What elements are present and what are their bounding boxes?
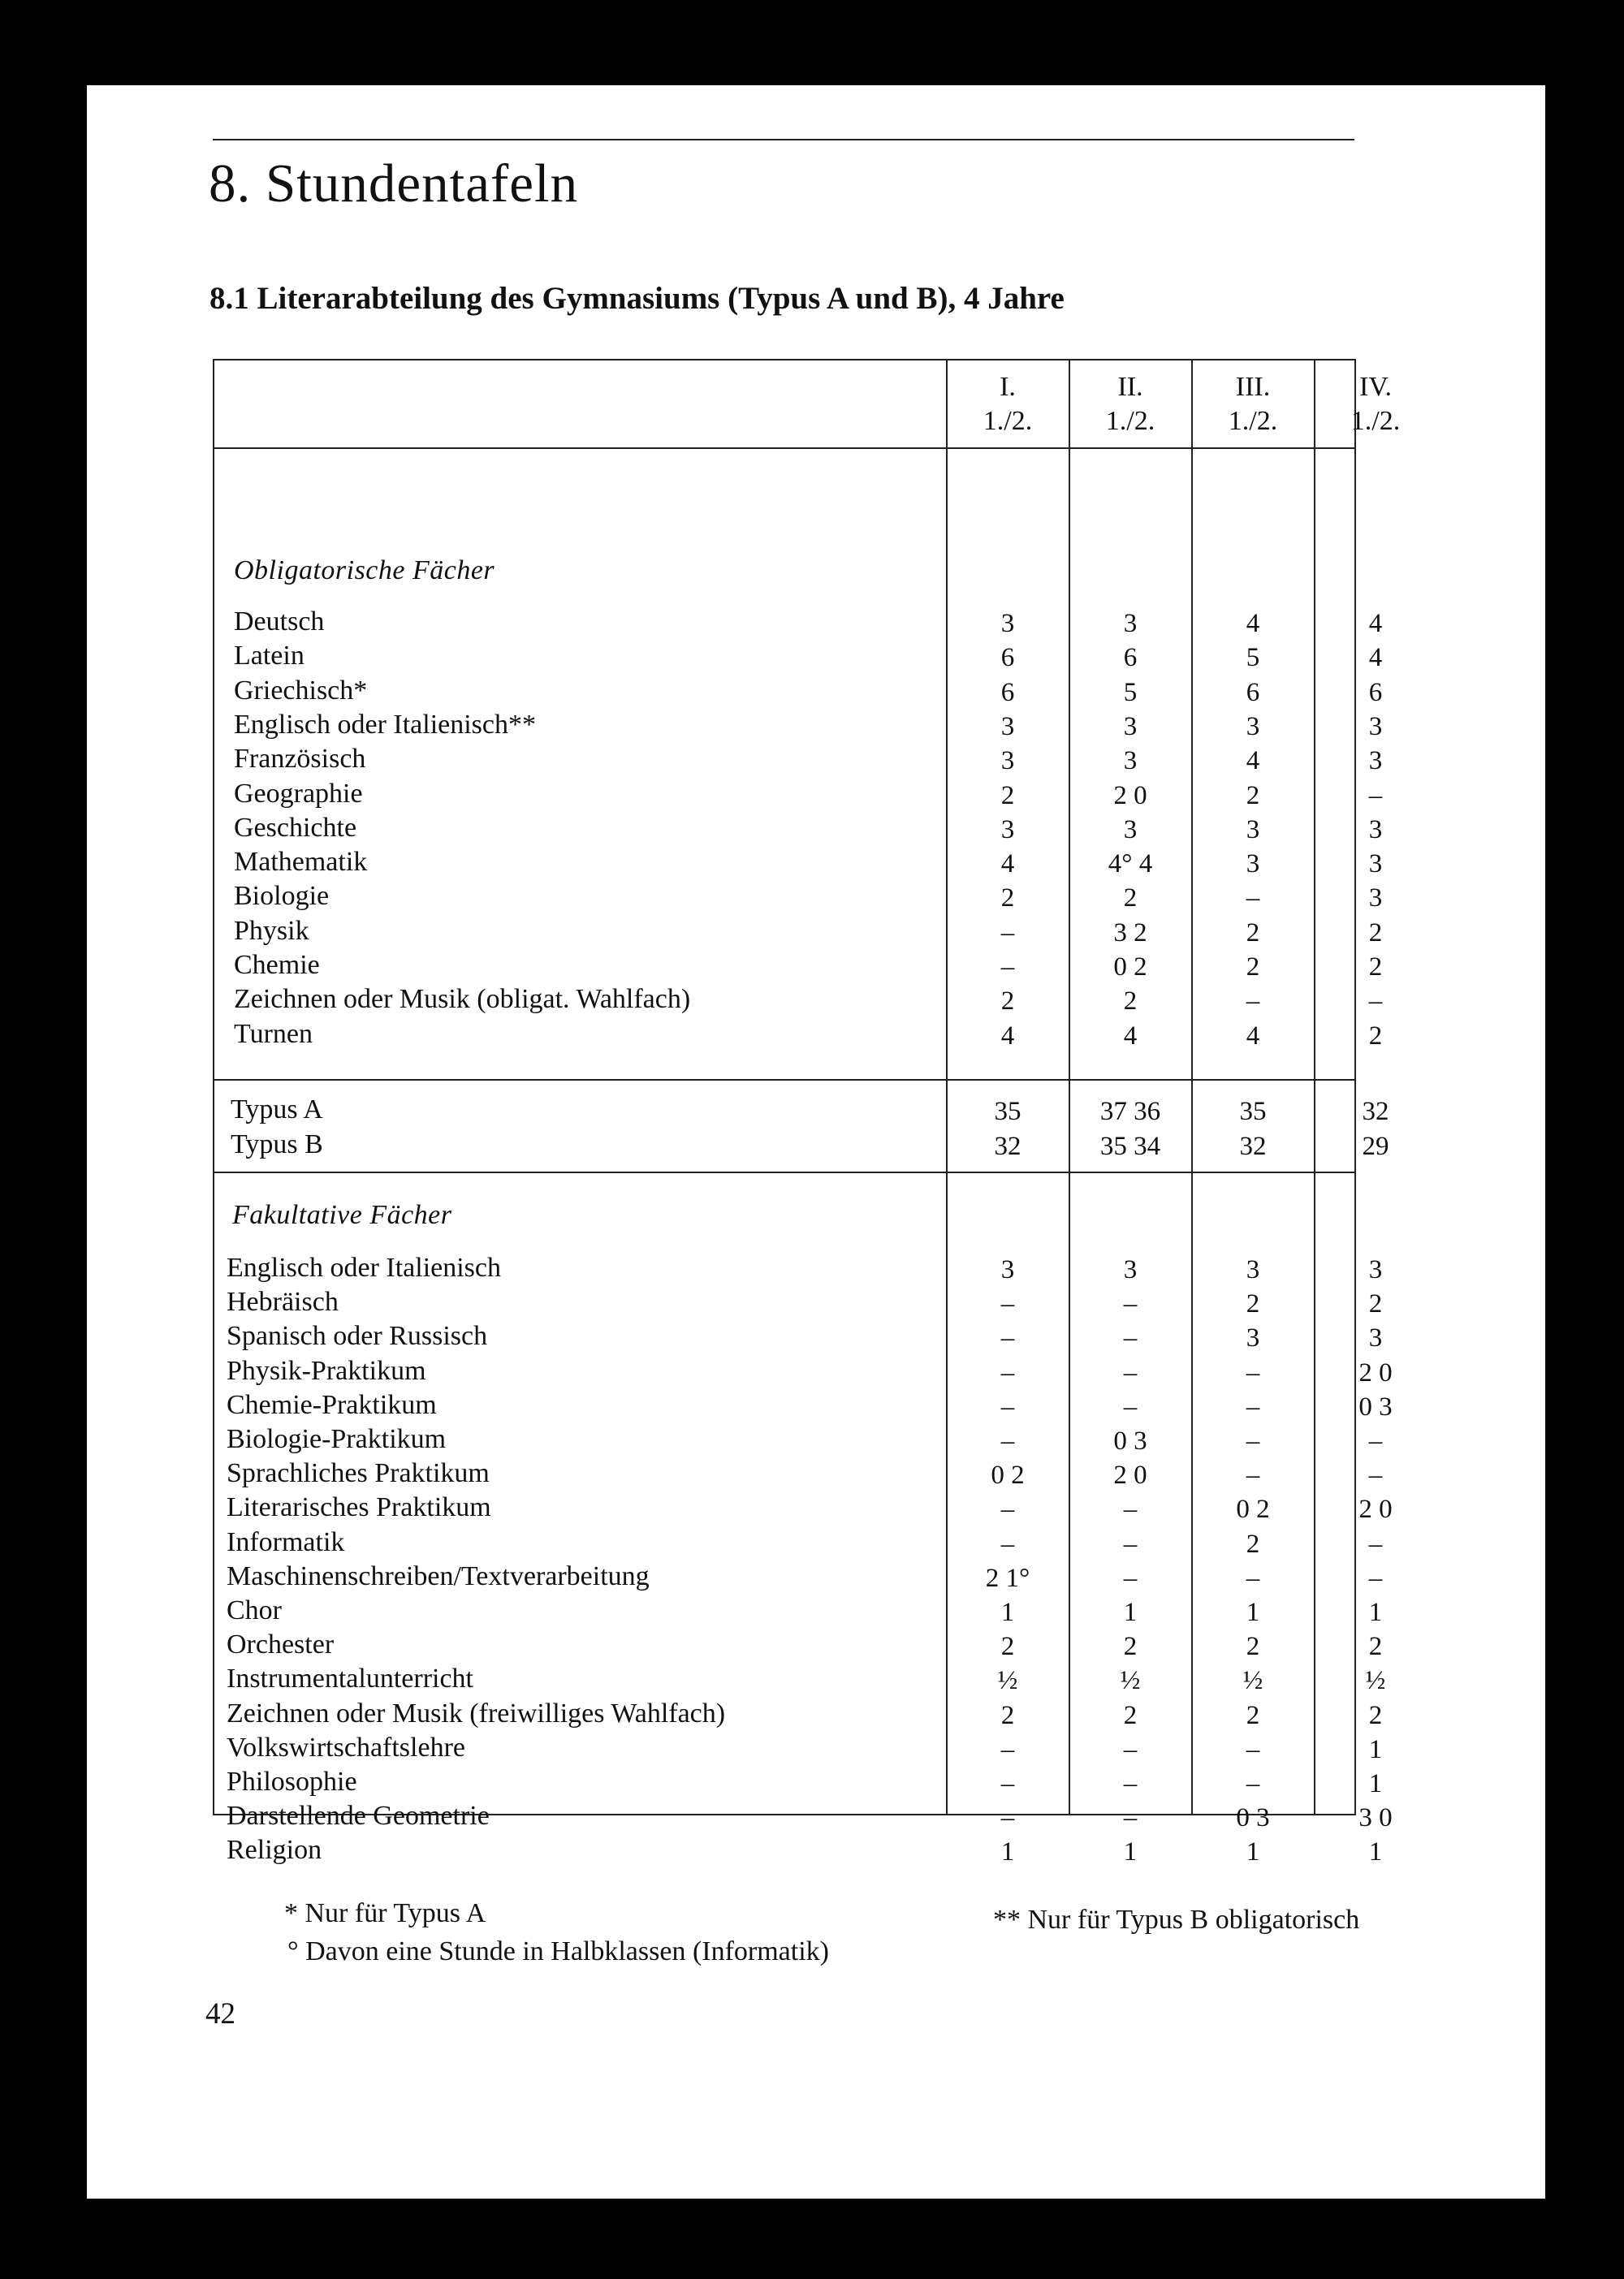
timetable xyxy=(213,359,1401,1867)
hours-cell: 3 xyxy=(1000,711,1015,741)
hours-cell: 4 xyxy=(1246,746,1260,776)
table-row xyxy=(214,1457,1383,1491)
hours-cell: 1 xyxy=(1368,1734,1383,1764)
hours-cell: – xyxy=(1000,1769,1015,1798)
subject-name: Chemie xyxy=(234,950,320,980)
hours-cell: 2 xyxy=(1368,1700,1383,1730)
column-header xyxy=(1193,370,1313,438)
subject-name: Spanisch oder Russisch xyxy=(227,1321,488,1352)
hours-cell: 2 xyxy=(1246,917,1260,947)
hours-cell: 1 xyxy=(1368,1769,1383,1798)
hours-cell: – xyxy=(1000,1803,1015,1833)
table-row xyxy=(214,1017,1383,1051)
hours-cell: 3 xyxy=(1123,711,1138,741)
obligatory-divider xyxy=(214,1079,1354,1081)
hours-cell: – xyxy=(1246,1392,1260,1422)
hours-cell: 2 xyxy=(1368,917,1383,947)
table-row xyxy=(214,1594,1383,1628)
obligatory-label: Obligatorische Fächer xyxy=(234,555,495,585)
footnote-halbklassen: ° Davon eine Stunde in Halbklassen (Informatik) xyxy=(287,1936,829,1966)
hours-cell: 1 xyxy=(1000,1598,1015,1627)
column-year: I. xyxy=(1000,372,1016,402)
table-row xyxy=(214,845,1383,879)
hours-cell: 32 xyxy=(994,1132,1021,1161)
hours-cell: 3 xyxy=(1246,1255,1260,1284)
hours-cell: 37 36 xyxy=(1099,1097,1161,1126)
hours-cell: 2 xyxy=(1123,883,1138,913)
totals-divider xyxy=(214,1172,1354,1173)
subject-name: Chor xyxy=(227,1595,282,1625)
column-header xyxy=(948,370,1068,438)
hours-cell: 4 xyxy=(1368,643,1383,673)
table-row xyxy=(214,1526,1383,1560)
hours-cell: ½ xyxy=(1120,1666,1141,1696)
subject-name: Physik-Praktikum xyxy=(227,1355,426,1386)
hours-cell: – xyxy=(1246,1357,1260,1388)
hours-cell: 0 2 xyxy=(1113,952,1147,982)
hours-cell: 2 xyxy=(1368,952,1383,982)
hours-cell: – xyxy=(1368,1461,1383,1491)
subject-name: Turnen xyxy=(234,1018,313,1049)
hours-cell: – xyxy=(1246,1461,1260,1491)
hours-cell: 6 xyxy=(1246,677,1260,707)
hours-cell: 3 xyxy=(1368,849,1383,879)
hours-cell: 0 3 xyxy=(1358,1392,1393,1422)
hours-cell: 29 xyxy=(1362,1132,1389,1161)
hours-cell: – xyxy=(1123,1323,1138,1353)
hours-cell: 3 xyxy=(1368,1255,1383,1284)
table-row xyxy=(214,639,1383,673)
subject-name: Sprachliches Praktikum xyxy=(227,1458,490,1489)
subject-name: Englisch oder Italienisch xyxy=(227,1253,502,1283)
hours-cell: – xyxy=(1246,986,1260,1016)
subject-name: Chemie-Praktikum xyxy=(227,1389,437,1420)
hours-cell: 2 0 xyxy=(1358,1495,1393,1525)
table-row xyxy=(214,914,1383,948)
hours-cell: 1 xyxy=(1123,1837,1138,1867)
hours-cell: 3 2 xyxy=(1113,917,1147,947)
hours-cell: 3 xyxy=(1123,814,1138,844)
hours-cell: 2 xyxy=(1000,1632,1015,1662)
table-row xyxy=(214,1833,1383,1867)
hours-cell: 2 xyxy=(1246,1700,1260,1730)
header-divider xyxy=(214,447,1354,449)
hours-cell: – xyxy=(1123,1495,1138,1525)
table-row xyxy=(214,879,1383,913)
table-row xyxy=(214,1093,1389,1127)
hours-cell: 2 xyxy=(1000,883,1015,913)
hours-cell: 3 xyxy=(1368,883,1383,913)
table-row xyxy=(214,1251,1383,1285)
hours-cell: 6 xyxy=(1000,643,1015,673)
column-year: III. xyxy=(1235,372,1271,402)
page-number: 42 xyxy=(205,1997,235,2031)
table-row xyxy=(214,1422,1383,1457)
hours-cell: 4 xyxy=(1368,609,1383,638)
hours-cell: – xyxy=(1000,1357,1015,1388)
subject-name: Latein xyxy=(234,641,304,671)
hours-cell: 2 0 xyxy=(1113,1461,1147,1491)
hours-cell: – xyxy=(1123,1392,1138,1422)
hours-cell: – xyxy=(1000,1392,1015,1422)
hours-cell: 3 xyxy=(1246,814,1260,844)
hours-cell: 2 xyxy=(1246,1529,1260,1559)
hours-cell: 32 xyxy=(1239,1132,1267,1161)
hours-cell: 1 xyxy=(1123,1598,1138,1627)
hours-cell: – xyxy=(1123,1529,1138,1559)
hours-cell: 3 xyxy=(1368,1323,1383,1353)
subject-name: Zeichnen oder Musik (freiwilliges Wahlfach) xyxy=(227,1698,726,1729)
subject-name: Philosophie xyxy=(227,1767,357,1797)
table-row xyxy=(214,1662,1386,1696)
hours-cell: – xyxy=(1000,952,1015,982)
hours-cell: 5 xyxy=(1246,643,1260,673)
table-row xyxy=(214,982,1383,1016)
subject-name: Geographie xyxy=(234,778,363,809)
hours-cell: 0 3 xyxy=(1113,1427,1147,1456)
hours-cell: 3 xyxy=(1246,1323,1260,1353)
hours-cell: 2 xyxy=(1000,986,1015,1016)
hours-cell: 2 xyxy=(1246,780,1260,810)
subject-name: Zeichnen oder Musik (obligat. Wahlfach) xyxy=(234,984,691,1015)
hours-cell: 35 xyxy=(994,1097,1021,1126)
table-row xyxy=(214,674,1383,708)
hours-cell: 2 xyxy=(1000,780,1015,810)
optional-label: Fakultative Fächer xyxy=(232,1200,452,1230)
hours-cell: 1 xyxy=(1246,1837,1260,1867)
hours-cell: 3 xyxy=(1368,746,1383,776)
hours-cell: 4 xyxy=(1000,1021,1015,1051)
subject-name: Instrumentalunterricht xyxy=(227,1664,474,1694)
hours-cell: – xyxy=(1000,917,1015,947)
hours-cell: – xyxy=(1000,1427,1015,1456)
subject-name: Biologie xyxy=(234,881,330,912)
hours-cell: 6 xyxy=(1000,677,1015,707)
hours-cell: – xyxy=(1246,1769,1260,1798)
column-semester: 1./2. xyxy=(1228,406,1278,436)
hours-cell: 3 xyxy=(1368,814,1383,844)
subject-name: Informatik xyxy=(227,1526,345,1557)
hours-cell: 2 xyxy=(1123,1632,1138,1662)
column-header xyxy=(1070,370,1190,438)
hours-cell: 3 xyxy=(1246,711,1260,741)
hours-cell: 6 xyxy=(1368,677,1383,707)
hours-cell: 4 xyxy=(1123,1021,1138,1051)
hours-cell: – xyxy=(1368,1563,1383,1593)
hours-cell: 0 3 xyxy=(1236,1803,1270,1833)
hours-cell: 3 xyxy=(1123,1255,1138,1284)
subject-name: Typus B xyxy=(231,1129,323,1159)
hours-cell: – xyxy=(1123,1357,1138,1388)
hours-cell: 4 xyxy=(1246,1021,1260,1051)
table-row xyxy=(214,1319,1383,1353)
footnote-typus-b: ** Nur für Typus B obligatorisch xyxy=(993,1905,1360,1935)
hours-cell: – xyxy=(1123,1803,1138,1833)
hours-cell: 35 34 xyxy=(1099,1132,1161,1161)
hours-cell: 0 2 xyxy=(991,1461,1025,1491)
hours-cell: – xyxy=(1246,883,1260,913)
hours-cell: 3 xyxy=(1368,711,1383,741)
hours-cell: – xyxy=(1123,1289,1138,1319)
hours-cell: 1 xyxy=(1000,1837,1015,1867)
hours-cell: – xyxy=(1000,1323,1015,1353)
hours-cell: – xyxy=(1246,1734,1260,1764)
hours-cell: 3 0 xyxy=(1358,1803,1393,1833)
table-row xyxy=(214,1628,1383,1662)
hours-cell: 2 xyxy=(1246,952,1260,982)
table-row xyxy=(214,605,1383,639)
hours-cell: – xyxy=(1000,1495,1015,1525)
hours-cell: 3 xyxy=(1246,849,1260,879)
subject-name: Volkswirtschaftslehre xyxy=(227,1732,465,1763)
hours-cell: 1 xyxy=(1368,1837,1383,1867)
hours-cell: 2 xyxy=(1123,986,1138,1016)
subject-name: Geschichte xyxy=(234,812,357,843)
hours-cell: 3 xyxy=(1000,1255,1015,1284)
column-semester: 1./2. xyxy=(1350,406,1401,436)
hours-cell: 3 xyxy=(1123,746,1138,776)
subject-name: Mathematik xyxy=(234,847,368,878)
hours-cell: 2 0 xyxy=(1113,780,1147,810)
table-row xyxy=(214,777,1383,811)
hours-cell: – xyxy=(1368,1529,1383,1559)
subject-name: Biologie-Praktikum xyxy=(227,1424,447,1454)
subject-name: Französisch xyxy=(234,744,366,775)
hours-cell: – xyxy=(1000,1734,1015,1764)
subject-name: Maschinenschreiben/Textverarbeitung xyxy=(227,1560,650,1591)
top-rule xyxy=(213,139,1354,140)
hours-cell: ½ xyxy=(997,1666,1018,1696)
hours-cell: 4° 4 xyxy=(1108,849,1153,879)
hours-cell: – xyxy=(1368,780,1383,810)
table-row xyxy=(214,708,1383,742)
hours-cell: 6 xyxy=(1123,643,1138,673)
subject-name: Orchester xyxy=(227,1629,335,1660)
hours-cell: 2 xyxy=(1246,1632,1260,1662)
subject-name: Typus A xyxy=(231,1094,323,1124)
hours-cell: 4 xyxy=(1000,849,1015,879)
hours-cell: ½ xyxy=(1365,1666,1386,1696)
hours-cell: – xyxy=(1123,1734,1138,1764)
hours-cell: – xyxy=(1368,1427,1383,1456)
table-row xyxy=(214,1128,1389,1162)
hours-cell: 2 xyxy=(1123,1700,1138,1730)
hours-cell: 35 xyxy=(1239,1097,1267,1126)
hours-cell: 1 xyxy=(1368,1598,1383,1627)
hours-cell: 5 xyxy=(1123,677,1138,707)
subject-name: Hebräisch xyxy=(227,1287,339,1318)
hours-cell: – xyxy=(1246,1427,1260,1456)
hours-cell: 3 xyxy=(1000,746,1015,776)
hours-cell: – xyxy=(1000,1289,1015,1319)
table-row xyxy=(214,1697,1383,1731)
hours-cell: 2 xyxy=(1000,1700,1015,1730)
table-row xyxy=(214,1285,1383,1319)
hours-cell: 1 xyxy=(1246,1598,1260,1627)
table-row xyxy=(214,1731,1383,1765)
subject-name: Physik xyxy=(234,915,309,946)
hours-cell: 3 xyxy=(1000,609,1015,638)
hours-cell: – xyxy=(1368,986,1383,1016)
hours-cell: 0 2 xyxy=(1236,1495,1270,1525)
table-row xyxy=(214,811,1383,845)
column-year: II. xyxy=(1117,372,1143,402)
subject-name: Griechisch* xyxy=(234,675,368,706)
table-row xyxy=(214,742,1383,776)
table-row xyxy=(214,1765,1383,1799)
hours-cell: 2 1° xyxy=(985,1563,1030,1593)
table-row xyxy=(214,1799,1393,1833)
hours-cell: – xyxy=(1246,1563,1260,1593)
subject-name: Deutsch xyxy=(234,606,325,637)
footnote-typus-a: * Nur für Typus A xyxy=(284,1898,486,1928)
subject-name: Darstellende Geometrie xyxy=(227,1801,490,1832)
hours-cell: – xyxy=(1123,1563,1138,1593)
hours-cell: – xyxy=(1000,1529,1015,1559)
column-header xyxy=(1315,370,1436,438)
hours-cell: 4 xyxy=(1246,609,1260,638)
hours-cell: 2 xyxy=(1368,1021,1383,1051)
hours-cell: – xyxy=(1123,1769,1138,1798)
table-row xyxy=(214,948,1383,982)
subject-name: Literarisches Praktikum xyxy=(227,1492,491,1523)
column-year: IV. xyxy=(1359,372,1392,402)
hours-cell: 2 xyxy=(1368,1632,1383,1662)
column-semester: 1./2. xyxy=(1105,406,1155,436)
chapter-title: 8. Stundentafeln xyxy=(209,153,579,214)
table-row xyxy=(214,1560,1383,1594)
hours-cell: 3 xyxy=(1123,609,1138,638)
table-row xyxy=(214,1354,1393,1388)
section-title: 8.1 Literarabteilung des Gymnasiums (Typus A und B), 4 Jahre xyxy=(209,281,1065,316)
hours-cell: 2 xyxy=(1246,1289,1260,1319)
table-row xyxy=(214,1491,1393,1525)
hours-cell: 2 xyxy=(1368,1289,1383,1319)
table-row xyxy=(214,1388,1393,1422)
hours-cell: 32 xyxy=(1362,1097,1389,1126)
subject-name: Englisch oder Italienisch** xyxy=(234,709,537,740)
hours-cell: 2 0 xyxy=(1358,1357,1393,1388)
column-semester: 1./2. xyxy=(983,406,1033,436)
subject-name: Religion xyxy=(227,1835,322,1866)
hours-cell: 3 xyxy=(1000,814,1015,844)
hours-cell: ½ xyxy=(1242,1666,1263,1696)
